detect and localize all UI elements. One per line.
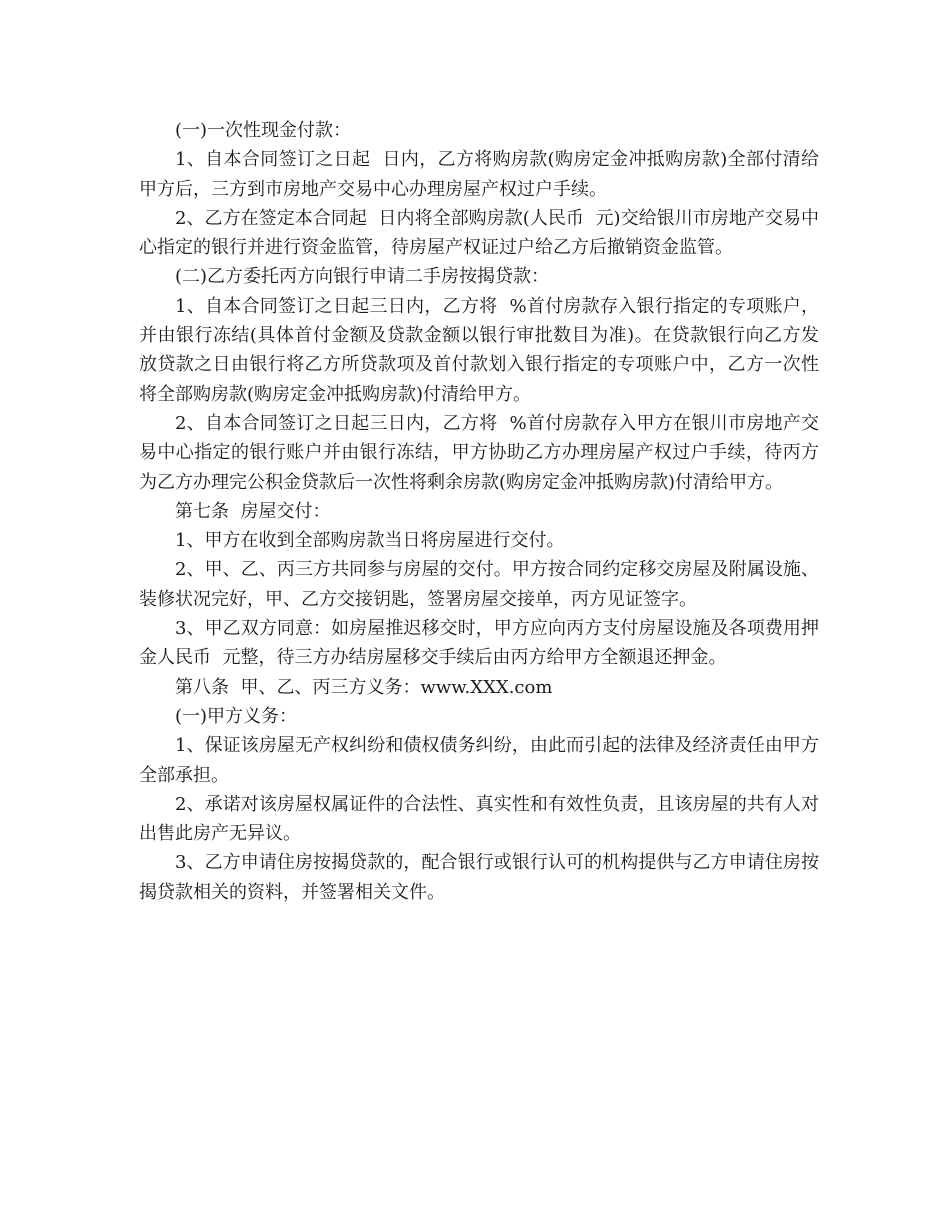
party-a-obligations-heading: (一)甲方义务： bbox=[175, 705, 298, 727]
paragraph-mortgage-heading: (二)乙方委托丙方向银行申请二手房按揭贷款： bbox=[175, 266, 550, 288]
paragraph-cash-payment-heading: (一)一次性现金付款： bbox=[175, 120, 352, 141]
paragraph-mortgage-item-2: 2、自本合同签订之日起三日内，乙方将 %首付房款存入甲方在银川市房地产交易中心指定的银行账户并由银行冻结，甲方协助乙方办理房屋产权过户手续，待丙方为乙方办理完公积金贷款后一次性将剩余房款(购房定金冲抵购房款)付清给甲方。 bbox=[139, 412, 819, 493]
paragraph-mortgage-item-1: 1、自本合同签订之日起三日内，乙方将 %首付房款存入银行指定的专项账户，并由银行冻结(具体首付金额及贷款金额以银行审批数目为准)。在贷款银行向乙方发放贷款之日由银行将乙方所贷款项及首付款划入银行指定的专项账户中，乙方一次性将全部购房款(购房定金冲抵购房款)付清给甲方。 bbox=[139, 295, 819, 405]
paragraph-cash-payment-item-2: 2、乙方在签定本合同起 日内将全部购房款(人民币 元)交给银川市房地产交易中心指定的银行并进行资金监管，待房屋产权证过户给乙方后撤销资金监管。 bbox=[139, 207, 819, 259]
article-7-heading: 第七条 房屋交付： bbox=[175, 500, 331, 522]
party-a-obligation-1: 1、保证该房屋无产权纠纷和债权债务纠纷，由此而引起的法律及经济责任由甲方全部承担。 bbox=[139, 735, 819, 786]
article-7-item-1: 1、甲方在收到全部购房款当日将房屋进行交付。 bbox=[175, 530, 565, 552]
article-8-heading: 第八条 甲、乙、丙三方义务：www.XXX.com bbox=[175, 676, 553, 698]
article-7-item-2: 2、甲、乙、丙三方共同参与房屋的交付。甲方按合同约定移交房屋及附属设施、装修状况完好，甲、乙方交接钥匙，签署房屋交接单，丙方见证签字。 bbox=[139, 559, 819, 610]
party-a-obligation-3: 3、乙方申请住房按揭贷款的，配合银行或银行认可的机构提供与乙方申请住房按揭贷款相关的资料，并签署相关文件。 bbox=[139, 852, 819, 903]
party-a-obligation-2: 2、承诺对该房屋权属证件的合法性、真实性和有效性负责，且该房屋的共有人对出售此房产无异议。 bbox=[139, 793, 819, 845]
document-body bbox=[139, 116, 819, 907]
paragraph-cash-payment-item-1: 1、自本合同签订之日起 日内，乙方将购房款(购房定金冲抵购房款)全部付清给甲方后，三方到市房地产交易中心办理房屋产权过户手续。 bbox=[139, 149, 819, 200]
article-7-item-3: 3、甲乙双方同意：如房屋推迟移交时，甲方应向丙方支付房屋设施及各项费用押金人民币 元整，待三方办结房屋移交手续后由丙方给甲方全额退还押金。 bbox=[139, 618, 819, 669]
